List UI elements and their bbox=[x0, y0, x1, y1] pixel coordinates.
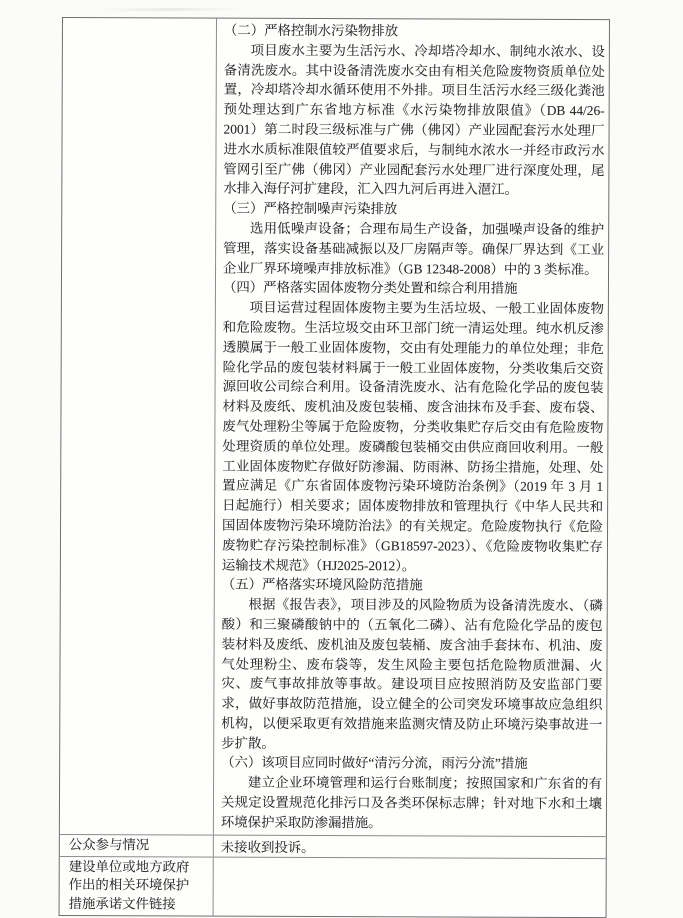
public-participation-value: 未接收到投诉。 bbox=[220, 839, 315, 855]
public-participation-label: 公众参与情况 bbox=[60, 835, 214, 857]
section-para-noise: 选用低噪声设备；合理布局生产设备，加强噪声设备的维护管理，落实设备基础减振以及厂房隔声等。确保厂界达到《工业企业厂界环境噪声排放标准》（GB 12348-2008）中的 3 类标准。 bbox=[223, 220, 605, 277]
approval-table bbox=[59, 17, 610, 918]
section-heading-noise: （三）严格控制噪声污染排放 bbox=[223, 200, 398, 217]
scan-smudge bbox=[95, 7, 245, 11]
commitment-link-label: 建设单位或地方政府作出的相关环境保护措施承诺文件链接 bbox=[60, 857, 214, 916]
section-heading-risk: （五）严格落实环境风险防范措施 bbox=[221, 576, 423, 593]
public-participation-row bbox=[60, 834, 606, 858]
section-para-diversion: 建立企业环境管理和运行台账制度；按照国家和广东省的有关规定设置规范化排污口及各类环保标志牌；针对地下水和土壤环境保护采取防渗漏措施。 bbox=[220, 775, 603, 831]
commitment-link-value bbox=[214, 857, 606, 917]
section-para-solid-waste: 项目运营过程固体废物主要为生活垃圾、一般工业固体废物和危险废物。生活垃圾交由环卫部门统一清运处理。纯水机反渗透膜属于一般工业固体废物，交由有处理能力的单位处理；非危险化学品的废包装材料属于一般工业固体废物，分类收集后交资源回收公司综合利用。设备清洗废水、沾有危险化学品的废包装材料及废纸、废机油及废包装桶、废含油抹布及手套、废布袋、废气处理粉尘等属于危险废物，分类收集贮存后交由有危险废物处理资质的单位处理。废磷酸包装桶交由供应商回收利用。一般工业固体废物贮存做好防渗漏、防雨淋、防扬尘措施，处理、处置应满足《广东省固体废物污染环境防治条例》（2019 年 3 月 1 日起施行）相关要求；固体废物排放和管理执行《中华人民共和国固体废物污染环境防治法》的有关规定。危险废物执行《危险废物贮存污染控制标准》（GB18597-2023）、《危险废物收集贮存运输技术规范》（HJ2025-2012）。 bbox=[221, 299, 604, 573]
measures-content-cell bbox=[214, 19, 609, 836]
section-heading-water: （二）严格控制水污染物排放 bbox=[223, 22, 399, 39]
commitment-link-row bbox=[60, 856, 606, 917]
section-para-risk: 根据《报告表》，项目涉及的风险物质为设备清洗废水、（磷酸）和三聚磷酸钠中的（五氧化二磷）、沾有危险化学品的废包装材料及废纸、废机油及废包装桶、废含油手套抹布、机油、废气处理粉尘、废布袋等，发生风险主要包括危险物质泄漏、火灾、废气事故排放等事故。建设项目应按照消防及安监部门要求，做好事故防范措施，设立健全的公司突发环境事故应急组织机构，以便采取更有效措施来监测灾情及防止环境污染事故进一步扩散。 bbox=[221, 596, 603, 751]
section-heading-solid-waste: （四）严格落实固体废物分类处置和综合利用措施 bbox=[222, 279, 518, 297]
section-heading-diversion: （六）该项目应同时做好“清污分流，雨污分流”措施 bbox=[221, 755, 528, 772]
measures-label-cell-empty bbox=[60, 18, 217, 834]
measures-row bbox=[60, 18, 609, 836]
section-para-water: 项目废水主要为生活污水、冷却塔冷却水、制纯水浓水、设备清洗废水。其中设备清洗废水交由有相关危险废物资质单位处置，冷却塔冷却水循环使用不外排。项目生活污水经三级化粪池预处理达到广东省地方标准《水污染物排放限值》（DB 44/26-2001）第二时段三级标准与广佛（佛冈）产业园配套污水处理厂进水水质标准限值较严值要求后，与制纯水浓水一并经市政污水管网引至广佛（佛冈）产业园配套污水处理厂进行深度处理，尾水排入海仔河扩建段，汇入四九河后再进入潖江。 bbox=[223, 42, 605, 198]
